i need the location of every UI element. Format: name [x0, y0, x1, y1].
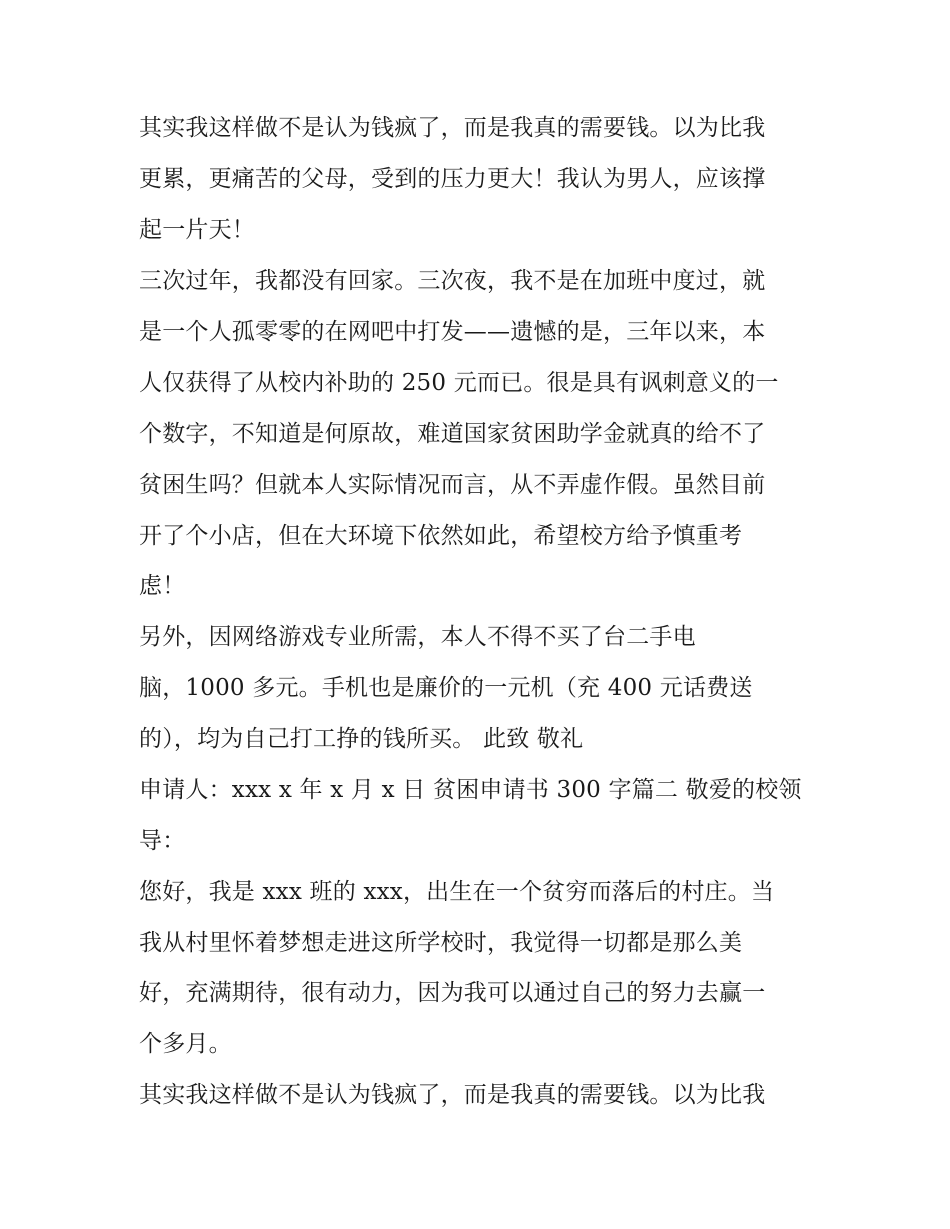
- text-line: 其实我这样做不是认为钱疯了，而是我真的需要钱。以为比我: [139, 1082, 766, 1108]
- text-line: 开了个小店，但在大环境下依然如此，希望校方给予慎重考: [139, 523, 743, 549]
- text-line: 人仅获得了从校内补助的 250 元而已。很是具有讽刺意义的一: [139, 370, 779, 396]
- text-line: 好，充满期待，很有动力，因为我可以通过自己的努力去赢一: [139, 980, 766, 1006]
- text-line: 起一片天！: [139, 217, 255, 243]
- text-line: 虑！: [139, 573, 186, 599]
- text-line: 个多月。: [139, 1031, 232, 1057]
- text-line: 另外，因网络游戏专业所需，本人不得不买了台二手电: [139, 624, 696, 650]
- text-line: 导：: [139, 828, 186, 854]
- text-line: 其实我这样做不是认为钱疯了，而是我真的需要钱。以为比我: [139, 115, 766, 141]
- text-line: 贫困生吗？但就本人实际情况而言，从不弄虚作假。虽然目前: [139, 472, 766, 498]
- text-line: 您好，我是 xxx 班的 xxx，出生在一个贫穷而落后的村庄。当: [139, 879, 775, 905]
- text-line: 更累，更痛苦的父母，受到的压力更大！我认为男人，应该撑: [139, 166, 766, 192]
- text-line: 申请人：xxx x 年 x 月 x 日 贫困申请书 300 字篇二 敬爱的校领: [139, 777, 802, 803]
- text-line: 脑，1000 多元。手机也是廉价的一元机（充 400 元话费送: [139, 675, 753, 701]
- text-line: 三次过年，我都没有回家。三次夜，我不是在加班中度过，就: [139, 268, 766, 294]
- text-line: 是一个人孤零零的在网吧中打发——遗憾的是，三年以来，本: [139, 319, 766, 345]
- text-line: 的），均为自己打工挣的钱所买。 此致 敬礼: [139, 726, 584, 752]
- text-line: 我从村里怀着梦想走进这所学校时，我觉得一切都是那么美: [139, 930, 743, 956]
- text-line: 个数字，不知道是何原故，难道国家贫困助学金就真的给不了: [139, 421, 766, 447]
